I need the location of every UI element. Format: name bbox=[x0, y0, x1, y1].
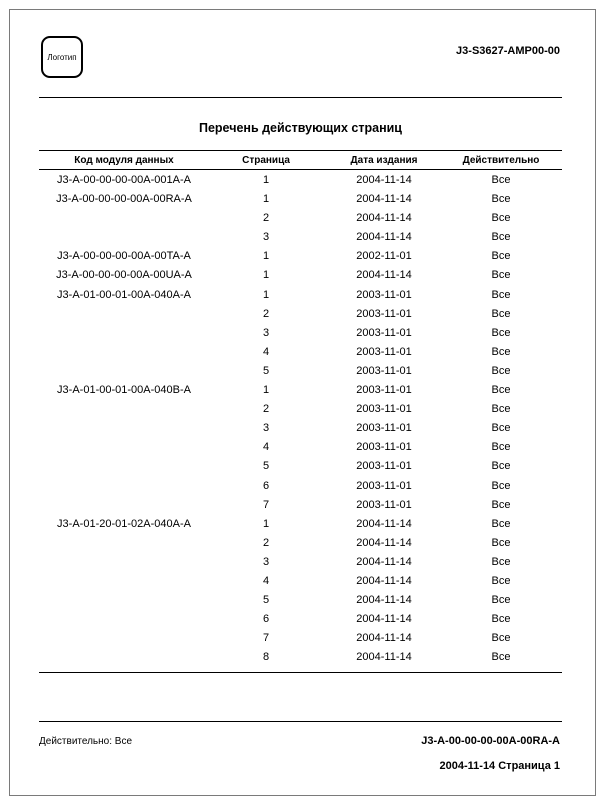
issue-date-cell: 2004-11-14 bbox=[356, 174, 412, 186]
validity-cell: Все bbox=[491, 364, 511, 377]
page-number-cell: 3 bbox=[262, 422, 270, 435]
validity-cell: Все bbox=[491, 250, 511, 263]
table-row bbox=[39, 209, 562, 228]
page-number-cell: 5 bbox=[262, 594, 270, 607]
page-number-cell: 3 bbox=[262, 326, 270, 339]
page-number-cell: 5 bbox=[262, 460, 270, 473]
table-row bbox=[39, 400, 562, 419]
page-number-cell: 1 bbox=[262, 384, 270, 397]
column-header-module-code: Код модуля данных bbox=[74, 155, 174, 166]
module-code-cell: J3-A-01-00-01-00A-040A-A bbox=[57, 288, 191, 301]
issue-date-cell: 2003-11-01 bbox=[356, 460, 412, 473]
validity-cell: Все bbox=[491, 422, 511, 435]
validity-cell: Все bbox=[491, 231, 511, 244]
table-row bbox=[39, 362, 562, 381]
module-code-cell: J3-A-01-00-01-00A-040B-A bbox=[57, 384, 191, 397]
page-number-cell: 3 bbox=[262, 231, 270, 244]
validity-cell: Все bbox=[491, 460, 511, 473]
page-number-cell: 2 bbox=[262, 212, 270, 225]
table-row bbox=[39, 343, 562, 362]
module-code-cell: J3-A-00-00-00-00A-00TA-A bbox=[57, 250, 191, 263]
footer-divider bbox=[39, 721, 562, 722]
page-number-cell: 1 bbox=[262, 174, 270, 186]
table-row bbox=[39, 591, 562, 610]
table-row bbox=[39, 534, 562, 553]
issue-date-cell: 2004-11-14 bbox=[356, 651, 412, 664]
issue-date-cell: 2003-11-01 bbox=[356, 422, 412, 435]
table-row bbox=[39, 648, 562, 667]
validity-cell: Все bbox=[491, 288, 511, 301]
module-code-cell: J3-A-01-20-01-02A-040A-A bbox=[57, 517, 191, 530]
issue-date-cell: 2004-11-14 bbox=[356, 212, 412, 225]
header-divider bbox=[39, 97, 562, 98]
issue-date-cell: 2003-11-01 bbox=[356, 364, 412, 377]
table-row bbox=[39, 247, 562, 266]
issue-date-cell: 2004-11-14 bbox=[356, 269, 412, 282]
module-code-cell: J3-A-00-00-00-00A-00RA-A bbox=[56, 193, 192, 206]
validity-cell: Все bbox=[491, 555, 511, 568]
validity-cell: Все bbox=[491, 498, 511, 511]
issue-date-cell: 2004-11-14 bbox=[356, 231, 412, 244]
table-top-rule bbox=[39, 150, 562, 151]
page-title: Перечень действующих страниц bbox=[198, 121, 402, 135]
issue-date-cell: 2004-11-14 bbox=[356, 594, 412, 607]
table-row bbox=[39, 457, 562, 476]
column-header-validity: Действительно bbox=[462, 155, 540, 166]
logo-placeholder bbox=[41, 36, 83, 78]
issue-date-cell: 2003-11-01 bbox=[356, 384, 412, 397]
validity-cell: Все bbox=[491, 441, 511, 454]
validity-cell: Все bbox=[491, 212, 511, 225]
page-number-cell: 8 bbox=[262, 651, 270, 664]
page-number-cell: 1 bbox=[262, 269, 270, 282]
issue-date-cell: 2003-11-01 bbox=[356, 441, 412, 454]
issue-date-cell: 2004-11-14 bbox=[356, 536, 412, 549]
table-row bbox=[39, 324, 562, 343]
issue-date-cell: 2004-11-14 bbox=[356, 555, 412, 568]
issue-date-cell: 2004-11-14 bbox=[356, 193, 412, 206]
validity-cell: Все bbox=[491, 403, 511, 416]
document-code: J3-S3627-AMP00-00 bbox=[456, 45, 560, 57]
table-row bbox=[39, 629, 562, 648]
table-row bbox=[39, 477, 562, 496]
validity-cell: Все bbox=[491, 574, 511, 587]
validity-cell: Все bbox=[491, 345, 511, 358]
issue-date-cell: 2003-11-01 bbox=[356, 307, 412, 320]
page-number-cell: 3 bbox=[262, 555, 270, 568]
page-number-cell: 7 bbox=[262, 632, 270, 645]
validity-cell: Все bbox=[491, 193, 511, 206]
table-row bbox=[39, 266, 562, 285]
table-row bbox=[39, 286, 562, 305]
module-code-cell: J3-A-00-00-00-00A-001A-A bbox=[57, 174, 191, 186]
validity-cell: Все bbox=[491, 384, 511, 397]
page-number-cell: 1 bbox=[262, 288, 270, 301]
table-row bbox=[39, 228, 562, 247]
table-row bbox=[39, 572, 562, 591]
table-row bbox=[39, 171, 562, 190]
page-number-cell: 1 bbox=[262, 250, 270, 263]
page-number-cell: 4 bbox=[262, 574, 270, 587]
validity-cell: Все bbox=[491, 594, 511, 607]
table-header-rule bbox=[39, 169, 562, 170]
footer-validity: Действительно: Все bbox=[39, 736, 133, 747]
issue-date-cell: 2003-11-01 bbox=[356, 345, 412, 358]
issue-date-cell: 2004-11-14 bbox=[356, 632, 412, 645]
table-row bbox=[39, 190, 562, 209]
logo-text: Логотип bbox=[47, 52, 77, 62]
page-number-cell: 2 bbox=[262, 403, 270, 416]
validity-cell: Все bbox=[491, 174, 511, 186]
validity-cell: Все bbox=[491, 632, 511, 645]
issue-date-cell: 2003-11-01 bbox=[356, 403, 412, 416]
issue-date-cell: 2004-11-14 bbox=[356, 517, 412, 530]
issue-date-cell: 2003-11-01 bbox=[356, 326, 412, 339]
issue-date-cell: 2003-11-01 bbox=[356, 288, 412, 301]
issue-date-cell: 2004-11-14 bbox=[356, 574, 412, 587]
table-row bbox=[39, 610, 562, 629]
validity-cell: Все bbox=[491, 651, 511, 664]
pages-table-body bbox=[39, 171, 562, 667]
validity-cell: Все bbox=[491, 613, 511, 626]
validity-cell: Все bbox=[491, 536, 511, 549]
column-header-issue-date: Дата издания bbox=[350, 155, 418, 166]
validity-cell: Все bbox=[491, 307, 511, 320]
module-code-cell: J3-A-00-00-00-00A-00UA-A bbox=[56, 269, 192, 282]
validity-cell: Все bbox=[491, 517, 511, 530]
page-number-cell: 4 bbox=[262, 345, 270, 358]
page-number-cell: 6 bbox=[262, 613, 270, 626]
table-bottom-rule bbox=[39, 672, 562, 673]
page-number-cell: 4 bbox=[262, 441, 270, 454]
validity-cell: Все bbox=[491, 326, 511, 339]
page-number-cell: 1 bbox=[262, 193, 270, 206]
issue-date-cell: 2002-11-01 bbox=[356, 250, 412, 263]
footer-date-page: 2004-11-14 Страница 1 bbox=[439, 760, 560, 772]
column-header-page: Страница bbox=[242, 155, 290, 166]
page-number-cell: 7 bbox=[262, 498, 270, 511]
footer-module-code: J3-A-00-00-00-00A-00RA-A bbox=[421, 735, 560, 747]
table-row bbox=[39, 515, 562, 534]
table-row bbox=[39, 305, 562, 324]
page-number-cell: 1 bbox=[262, 517, 270, 530]
page-number-cell: 6 bbox=[262, 479, 270, 492]
validity-cell: Все bbox=[491, 269, 511, 282]
issue-date-cell: 2004-11-14 bbox=[356, 613, 412, 626]
table-row bbox=[39, 381, 562, 400]
table-row bbox=[39, 553, 562, 572]
issue-date-cell: 2003-11-01 bbox=[356, 479, 412, 492]
page-number-cell: 5 bbox=[262, 364, 270, 377]
page-number-cell: 2 bbox=[262, 307, 270, 320]
page-number-cell: 2 bbox=[262, 536, 270, 549]
table-row bbox=[39, 438, 562, 457]
validity-cell: Все bbox=[491, 479, 511, 492]
issue-date-cell: 2003-11-01 bbox=[356, 498, 412, 511]
table-row bbox=[39, 496, 562, 515]
table-row bbox=[39, 419, 562, 438]
